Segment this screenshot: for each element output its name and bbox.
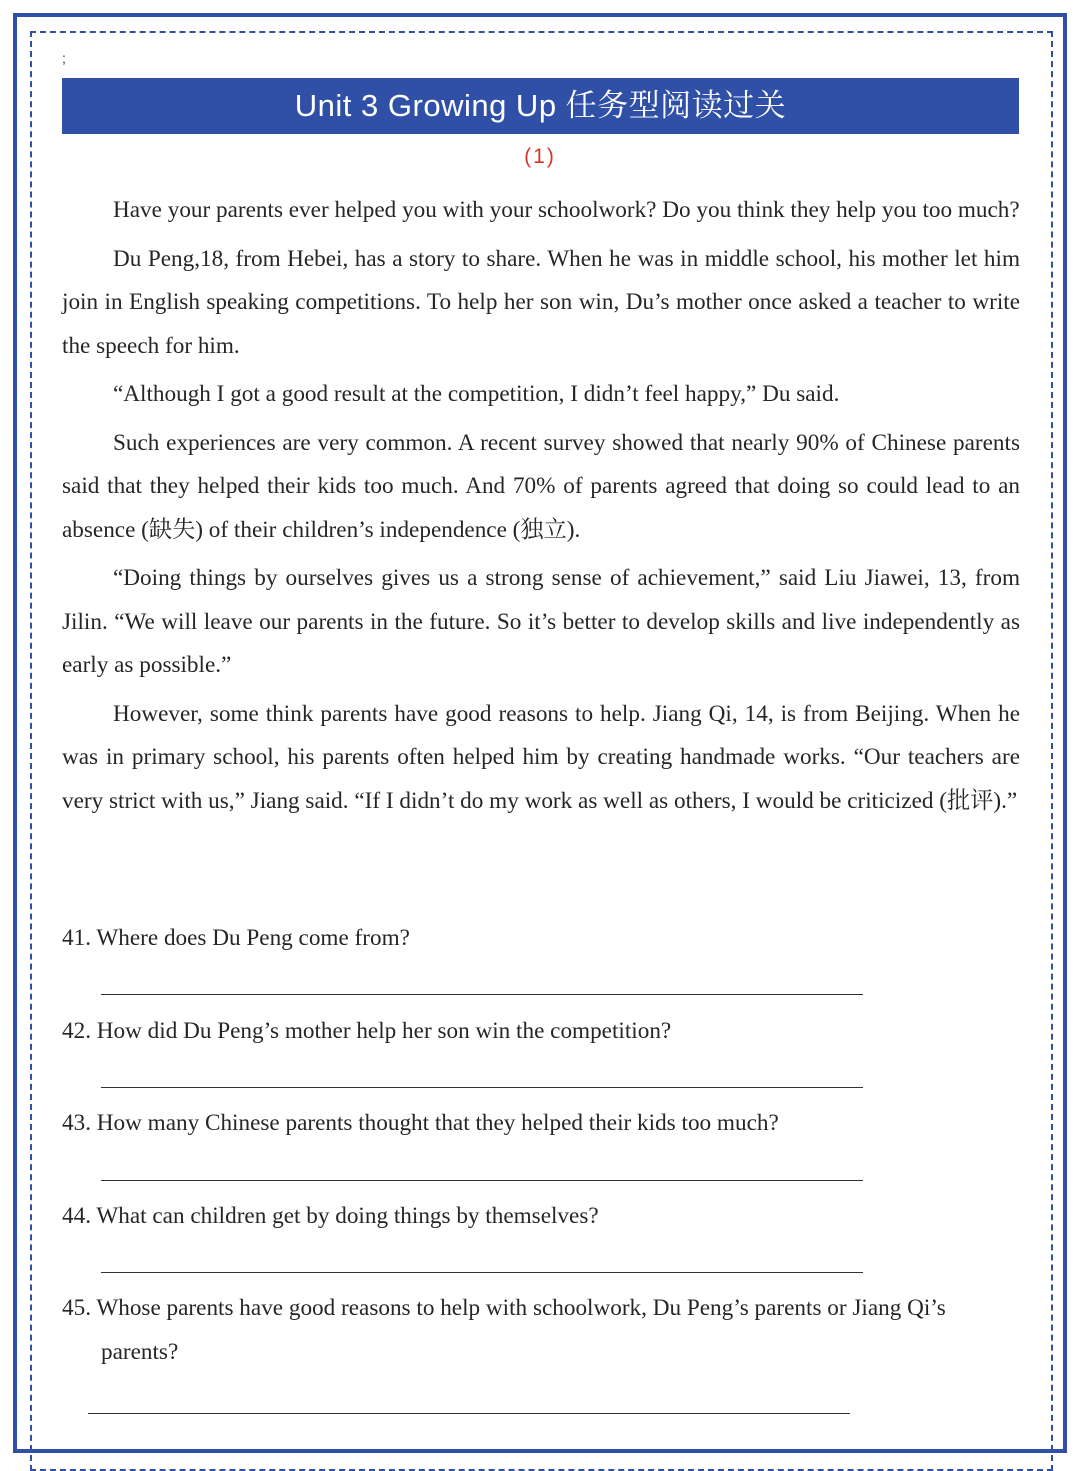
question-text: 44. What can children get by doing things by themselves? [62,1203,599,1229]
question-41 [62,917,1020,961]
answer-line-43[interactable] [101,1180,863,1181]
question-44 [62,1195,1020,1239]
page-title: Unit 3 Growing Up 任务型阅读过关 [62,78,1019,134]
passage-paragraph: However, some think parents have good reasons to help. Jiang Qi, 14, is from Beijing. When he was in primary school, his parents often helped him by creating handmade works. “Our teachers are very strict with us,” Jiang said. “If I didn’t do my work as well as others, I would be criticized (批评).” [62,700,1020,814]
question-text: 43. How many Chinese parents thought that they helped their kids too much? [62,1110,779,1136]
passage-paragraph: “Although I got a good result at the competition, I didn’t feel happy,” Du said. [113,381,840,407]
passage-paragraph: Such experiences are very common. A recent survey showed that nearly 90% of Chinese parents said that they helped their kids too much. And 70% of parents agreed that doing so could lead to an absence (缺失) of their children’s independence (独立). [62,429,1020,543]
answer-line-42[interactable] [101,1087,863,1088]
question-text: 42. How did Du Peng’s mother help her son win the competition? [62,1018,672,1044]
passage-paragraph: “Doing things by ourselves gives us a strong sense of achievement,” said Liu Jiawei, 13, from Jilin. “We will leave our parents in the future. So it’s better to develop skills and live independently as early as possible.” [62,565,1020,678]
answer-line-44[interactable] [101,1272,863,1273]
answer-line-45[interactable] [88,1413,850,1414]
passage-paragraph: Du Peng,18, from Hebei, has a story to share. When he was in middle school, his mother let him join in English speaking competitions. To help her son win, Du’s mother once asked a teacher to write the speech for him. [62,245,1020,359]
section-number: (1) [524,145,556,168]
answer-line-41[interactable] [101,994,863,995]
question-42 [62,1010,1020,1054]
question-45 [62,1287,1020,1374]
stray-semicolon: ; [62,50,66,66]
question-text: 45. Whose parents have good reasons to help with schoolwork, Du Peng’s parents or Jiang Qi’s parents? [62,1295,946,1365]
question-43 [62,1102,1020,1146]
passage-paragraph: Have your parents ever helped you with your schoolwork? Do you think they help you too much? [113,197,1020,223]
question-text: 41. Where does Du Peng come from? [62,925,410,951]
reading-passage [62,189,1020,828]
